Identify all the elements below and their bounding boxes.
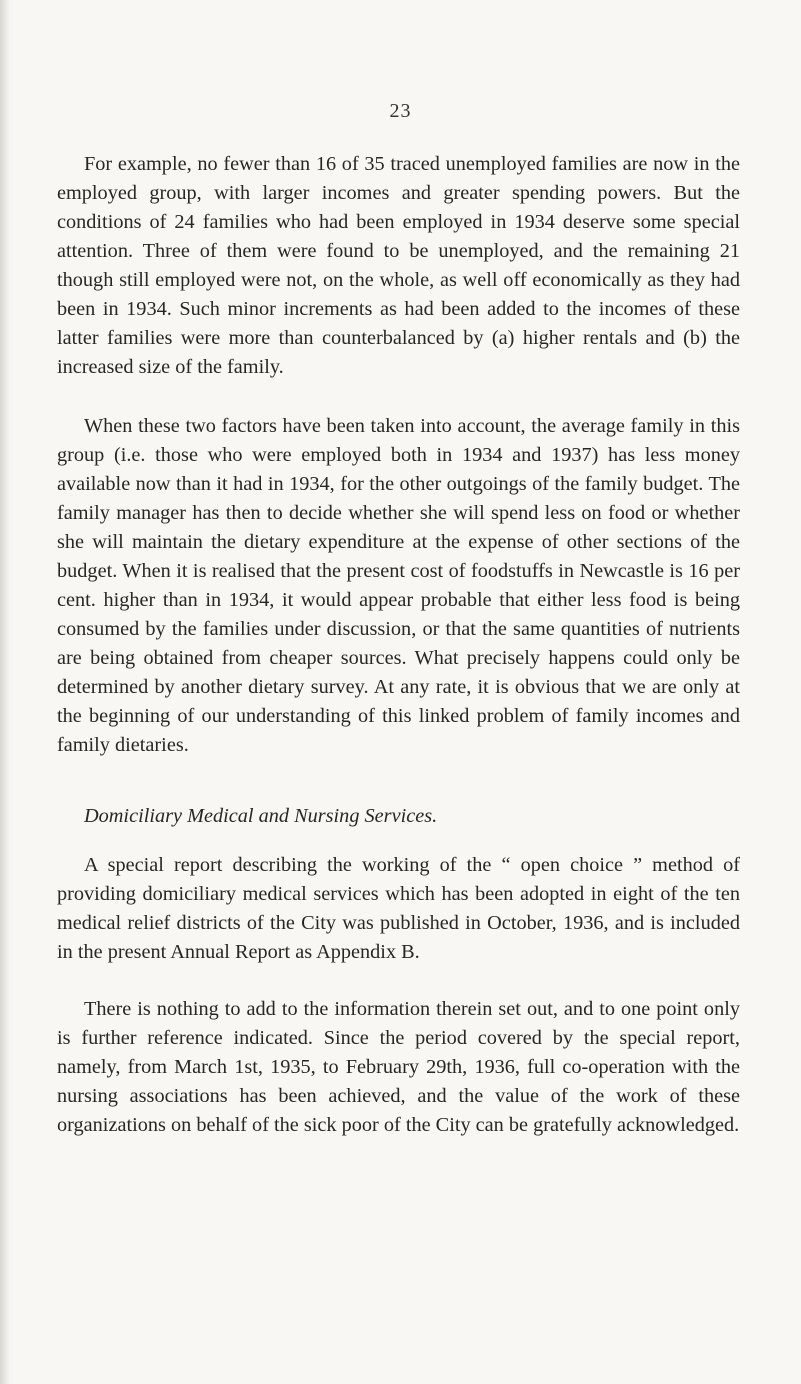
paragraph-unemployed-families: For example, no fewer than 16 of 35 traced unemployed families are now in the employed group, with larger incomes and greater spending powers. But the conditions of 24 families who had been employed in 1934 deserve some special attention. Three of them were found to be unemployed, and the remaining 21 though still employed were not, on the whole, as well off economically as they had been in 1934. Such minor increments as had been added to the incomes of these latter families were more than counterbalanced by (a) higher rentals and (b) the increased size of the family. (57, 153, 740, 378)
section-heading-domiciliary-services: Domiciliary Medical and Nursing Services. (84, 805, 438, 827)
page-number: 23 (389, 100, 412, 122)
document-body (57, 150, 740, 1140)
page-edge-shadow (0, 0, 10, 1384)
paragraph-nursing-associations: There is nothing to add to the information therein set out, and to one point only is further reference indicated. Since the period covered by the special report, namely, from March 1st, 1935, to February 29th, 1936, full co-operation with the nursing associations has been achieved, and the value of the work of these organizations on behalf of the sick poor of the City can be gratefully acknowledged. (57, 998, 740, 1136)
paragraph-open-choice-report: A special report describing the working of the “ open choice ” method of providing domiciliary medical services which has been adopted in eight of the ten medical relief districts of the City was published in October, 1936, and is included in the present Annual Report as Appendix B. (57, 854, 740, 963)
paragraph-family-budget: When these two factors have been taken into account, the average family in this group (i.e. those who were employed both in 1934 and 1937) has less money available now than it had in 1934, for the other outgoings of the family budget. The family manager has then to decide whether she will spend less on food or whether she will maintain the dietary expenditure at the expense of other sections of the budget. When it is realised that the present cost of foodstuffs in Newcastle is 16 per cent. higher than in 1934, it would appear probable that either less food is being consumed by the families under discussion, or that the same quantities of nutrients are being obtained from cheaper sources. What precisely happens could only be determined by another dietary survey. At any rate, it is obvious that we are only at the beginning of our understanding of this linked problem of family incomes and family dietaries. (57, 415, 740, 756)
